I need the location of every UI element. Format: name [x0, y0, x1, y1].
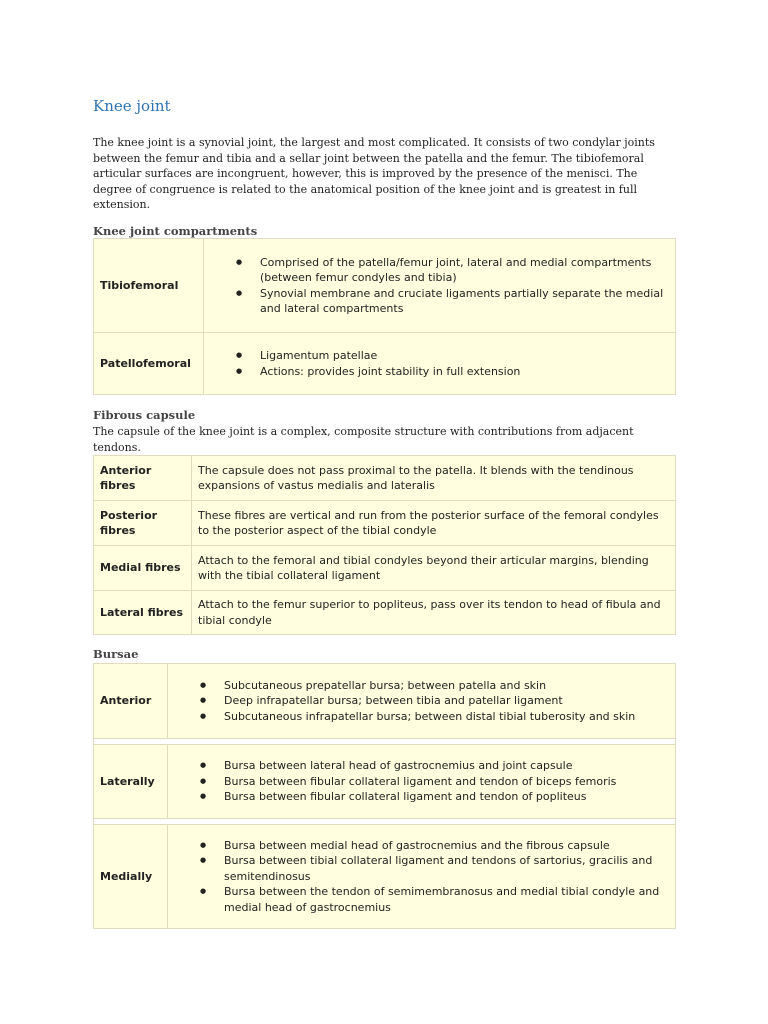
list-item: ● Bursa between lateral head of gastrocnemius and joint capsule: [200, 758, 669, 774]
row-label: Posterior fibres: [94, 501, 192, 546]
row-content: [204, 333, 676, 395]
row-content: [168, 664, 676, 739]
list-item: ● Bursa between medial head of gastrocnemius and the fibrous capsule: [200, 838, 669, 854]
list-item: ● Actions: provides joint stability in full extension: [236, 364, 669, 380]
row-label: Laterally: [94, 745, 168, 819]
row-label: Lateral fibres: [94, 591, 192, 635]
row-label: Medial fibres: [94, 546, 192, 591]
list-item: ● Synovial membrane and cruciate ligaments partially separate the medial and lateral compartments: [236, 286, 669, 317]
list-item: ● Comprised of the patella/femur joint, lateral and medial compartments (between femur condyles and tibia): [236, 255, 669, 286]
capsule-heading: Fibrous capsule: [93, 408, 196, 422]
table-row: [94, 501, 676, 546]
row-content: Attach to the femoral and tibial condyles beyond their articular margins, blending with the tibial collateral ligament: [192, 546, 676, 591]
compartments-heading: Knee joint compartments: [93, 224, 258, 238]
bullet-list: [210, 348, 669, 379]
table-row: [94, 825, 676, 929]
table-row: [94, 745, 676, 819]
table-row: [94, 333, 676, 395]
row-content: [204, 239, 676, 333]
table-row: [94, 239, 676, 333]
capsule-table: [93, 455, 676, 635]
row-content: These fibres are vertical and run from the posterior surface of the femoral condyles to the posterior aspect of the tibial condyle: [192, 501, 676, 546]
list-item: ● Bursa between the tendon of semimembranosus and medial tibial condyle and medial head of gastrocnemius: [200, 884, 669, 915]
row-label: Tibiofemoral: [94, 239, 204, 333]
list-item: ● Deep infrapatellar bursa; between tibia and patellar ligament: [200, 693, 669, 709]
bullet-list: [210, 255, 669, 317]
list-item: ● Ligamentum patellae: [236, 348, 669, 364]
table-row: [94, 664, 676, 739]
row-label: Anterior: [94, 664, 168, 739]
row-label: Anterior fibres: [94, 456, 192, 501]
bursae-table: [93, 663, 676, 929]
list-item: ● Bursa between tibial collateral ligament and tendons of sartorius, gracilis and semitendinosus: [200, 853, 669, 884]
row-content: Attach to the femur superior to popliteus, pass over its tendon to head of fibula and tibial condyle: [192, 591, 676, 635]
table-row: [94, 546, 676, 591]
page-title: Knee joint: [93, 97, 171, 115]
table-row: [94, 591, 676, 635]
bullet-list: [174, 678, 669, 725]
bullet-list: [174, 758, 669, 805]
list-item: ● Subcutaneous infrapatellar bursa; between distal tibial tuberosity and skin: [200, 709, 669, 725]
bullet-list: [174, 838, 669, 916]
intro-paragraph: The knee joint is a synovial joint, the largest and most complicated. It consists of two condylar joints between the femur and tibia and a sellar joint between the patella and the femur. The tibiofemoral articular surfaces are incongruent, however, this is improved by the presence of the menisci. The degree of congruence is related to the anatomical position of the knee joint and is greatest in full extension.: [93, 136, 655, 211]
compartments-table: [93, 238, 676, 395]
list-item: ● Subcutaneous prepatellar bursa; between patella and skin: [200, 678, 669, 694]
capsule-description: The capsule of the knee joint is a complex, composite structure with contributions from adjacent tendons.: [93, 425, 634, 454]
row-label: Medially: [94, 825, 168, 929]
table-row: [94, 456, 676, 501]
bursae-heading: Bursae: [93, 647, 139, 661]
list-item: ● Bursa between fibular collateral ligament and tendon of biceps femoris: [200, 774, 669, 790]
row-label: Patellofemoral: [94, 333, 204, 395]
row-content: The capsule does not pass proximal to the patella. It blends with the tendinous expansions of vastus medialis and lateralis: [192, 456, 676, 501]
list-item: ● Bursa between fibular collateral ligament and tendon of popliteus: [200, 789, 669, 805]
row-content: [168, 825, 676, 929]
row-content: [168, 745, 676, 819]
